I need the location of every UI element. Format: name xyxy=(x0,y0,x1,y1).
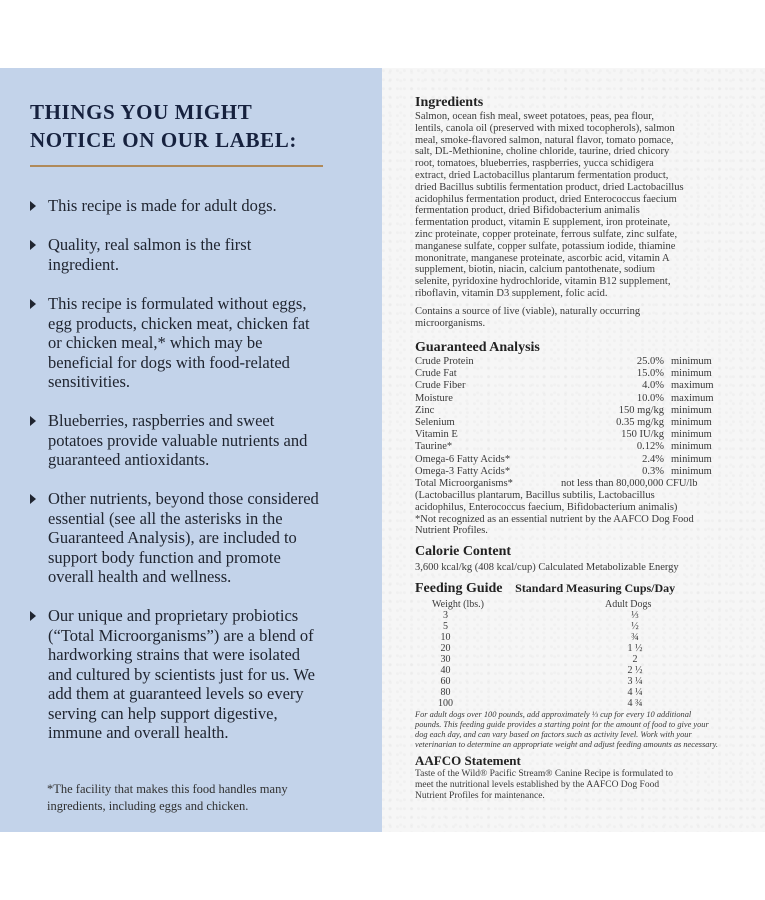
feeding-cups: 1 ½ xyxy=(627,643,643,654)
page-title xyxy=(30,98,297,154)
note-line: microorganisms. xyxy=(415,317,486,329)
bullet-text: add them at guaranteed levels so every xyxy=(48,684,304,703)
bullet-text: sensitivities. xyxy=(48,372,131,391)
ga-row xyxy=(415,417,720,429)
note-line: dog each day, and can vary based on factors such as activity level. Work with your xyxy=(415,730,692,739)
ga-row xyxy=(415,356,720,368)
note-line: (Lactobacillus plantarum, Bacillus subtilis, Lactobacillus xyxy=(415,490,655,501)
ga-qualifier: minimum xyxy=(671,417,712,428)
ingredients-line: fermentation product, dried Bifidobacterium animalis xyxy=(415,205,640,217)
bullet-text: support body function and promote xyxy=(48,547,281,567)
ga-notes xyxy=(415,490,745,537)
note-line: *Not recognized as an essential nutrient by the AAFCO Dog Food xyxy=(415,513,694,525)
ga-value: not less than 80,000,000 CFU/lb xyxy=(561,478,698,489)
ga-nutrient: Crude Fat xyxy=(415,368,457,380)
feeding-cups: ½ xyxy=(631,621,639,632)
ingredients-line: lentils, canola oil (preserved with mixed tocopherols), salmon xyxy=(415,122,675,134)
ga-nutrient: Crude Fiber xyxy=(415,380,466,392)
ingredients-line: root, tomatoes, blueberries, raspberries, yucca schidigera xyxy=(415,158,654,170)
bullet-text: Blueberries, raspberries and sweet xyxy=(48,411,275,430)
bullet-text: Guaranteed Analysis), are included to xyxy=(48,528,297,547)
bullet-text: serving can help support digestive, xyxy=(48,703,278,723)
bullet-text: egg products, chicken meat, chicken fat xyxy=(48,313,310,333)
aafco-line: meet the nutritional levels established by the AAFCO Dog Food xyxy=(415,780,660,790)
ingredients-line: selenite, pyridoxine hydrochloride, vitamin B12 supplement, xyxy=(415,276,671,288)
feeding-col-weight: Weight (lbs.) xyxy=(432,599,484,610)
feeding-cups: 2 ½ xyxy=(627,665,643,676)
ingredients-line: Salmon, ocean fish meal, sweet potatoes, peas, pea flour, xyxy=(415,111,654,122)
aafco-line: Nutrient Profiles for maintenance. xyxy=(415,791,545,801)
feeding-weight: 60 xyxy=(440,676,451,687)
section-heading: Guaranteed Analysis xyxy=(415,340,540,355)
feeding-col-adult: Adult Dogs xyxy=(605,599,652,610)
divider xyxy=(30,165,323,167)
triangle-bullet-icon xyxy=(30,240,36,250)
triangle-bullet-icon xyxy=(30,299,36,309)
ga-qualifier: minimum xyxy=(671,356,712,367)
title-line: NOTICE ON OUR LABEL: xyxy=(30,128,297,152)
feeding-weight: 5 xyxy=(443,621,448,632)
ga-value: 150 IU/kg xyxy=(621,429,664,441)
ga-qualifier: minimum xyxy=(671,465,712,477)
ga-value: 150 mg/kg xyxy=(618,404,664,416)
ga-row xyxy=(415,454,720,466)
ga-nutrient: Omega-3 Fatty Acids* xyxy=(415,465,511,477)
section-heading: AAFCO Statement xyxy=(415,753,521,768)
ga-qualifier: maximum xyxy=(671,392,714,404)
ingredients-line: manganese sulfate, copper sulfate, potassium iodide, thiamine xyxy=(415,240,676,252)
ga-qualifier: minimum xyxy=(671,453,712,465)
bullet-text: essential (see all the asterisks in the xyxy=(48,508,283,528)
ga-row xyxy=(415,441,720,453)
ga-value: 2.4% xyxy=(642,453,664,465)
ga-value: 10.0% xyxy=(636,392,664,404)
ingredients-line: fermentation product, vitamin E supplement, iron proteinate, xyxy=(415,217,671,229)
title-line: THINGS YOU MIGHT xyxy=(30,100,253,124)
probiotic-note xyxy=(415,306,745,330)
triangle-bullet-icon xyxy=(30,611,36,621)
ga-value: 4.0% xyxy=(642,380,664,392)
ga-nutrient: Taurine* xyxy=(415,441,453,453)
bullet-other-nutrients xyxy=(30,489,375,587)
bullet-text: ingredient. xyxy=(48,254,120,274)
ingredients-line: dried Bacillus subtilis fermentation product, dried Lactobacillus xyxy=(415,181,684,193)
feeding-subheading: Standard Measuring Cups/Day xyxy=(515,581,676,595)
ga-nutrient: Omega-6 Fatty Acids* xyxy=(415,453,511,465)
footnote xyxy=(47,781,367,815)
ingredients-line: acidophilus fermentation product, dried Enterococcus faecium xyxy=(415,193,677,205)
bullet-adult-dogs xyxy=(30,196,375,216)
feeding-weight: 80 xyxy=(440,687,451,698)
bullet-text: or chicken meal,* which may be xyxy=(48,333,263,352)
ga-nutrient: Total Microorganisms* xyxy=(415,478,513,489)
aafco-section xyxy=(415,754,745,802)
ga-nutrient: Moisture xyxy=(415,392,453,404)
ga-row-microorganisms xyxy=(415,478,735,490)
calorie-text: 3,600 kcal/kg (408 kcal/cup) Calculated Metabolizable Energy xyxy=(415,562,679,573)
ingredients-heading: Ingredients xyxy=(415,95,484,110)
ingredients-line: supplement, biotin, niacin, calcium pantothenate, sodium xyxy=(415,264,655,276)
bullet-text: This recipe is formulated without eggs, xyxy=(48,294,307,313)
triangle-bullet-icon xyxy=(30,201,36,211)
ga-row xyxy=(415,380,720,392)
bullet-text: This recipe is made for adult dogs. xyxy=(48,196,277,215)
ga-value: 0.12% xyxy=(636,441,664,453)
bullet-no-eggs xyxy=(30,294,375,392)
bullet-text: and cultured by scientists just for us. We xyxy=(48,664,315,684)
ingredients-line: salt, DL-Methionine, choline chloride, taurine, dried chicory xyxy=(415,146,670,158)
note-line: For adult dogs over 100 pounds, add approximately ⅓ cup for every 10 additional xyxy=(415,710,692,719)
triangle-bullet-icon xyxy=(30,494,36,504)
ingredients-line: extract, dried Lactobacillus plantarum fermentation product, xyxy=(415,169,669,181)
feeding-guide-header xyxy=(415,582,755,596)
ga-qualifier: minimum xyxy=(671,429,712,441)
feeding-weight: 100 xyxy=(438,698,453,709)
feeding-cups: 2 xyxy=(632,654,638,665)
ga-nutrient: Vitamin E xyxy=(415,429,458,441)
bullet-text: Other nutrients, beyond those considered xyxy=(48,489,319,508)
section-heading: Feeding Guide xyxy=(415,581,503,596)
guaranteed-analysis-heading xyxy=(415,341,745,355)
bullet-salmon xyxy=(30,235,375,274)
ga-value: 25.0% xyxy=(636,356,664,367)
feeding-cups: ⅓ xyxy=(631,610,639,621)
feeding-cups: 4 ¼ xyxy=(627,687,643,698)
ingredients-line: meal, smoke-flavored salmon, natural flavor, tomato pomace, xyxy=(415,134,674,146)
note-line: Nutrient Profiles. xyxy=(415,525,488,537)
ga-value: 15.0% xyxy=(636,368,664,380)
bullet-text: hardworking strains that were isolated xyxy=(48,645,301,664)
bullet-text: overall health and wellness. xyxy=(48,567,232,586)
ga-row xyxy=(415,368,720,380)
ingredients-line: mononitrate, manganese proteinate, ascorbic acid, vitamin A xyxy=(415,252,670,264)
bullet-antioxidants xyxy=(30,411,375,470)
ga-qualifier: minimum xyxy=(671,441,712,453)
bullet-probiotics xyxy=(30,606,375,743)
ga-qualifier: maximum xyxy=(671,380,714,392)
note-line: veterinarian to determine an appropriate weight and adjust feeding amounts as necessary. xyxy=(415,740,719,749)
ingredients-line: zinc proteinate, copper proteinate, ferrous sulfate, zinc sulfate, xyxy=(415,228,678,240)
ga-nutrient: Crude Protein xyxy=(415,356,474,367)
feeding-note xyxy=(415,710,740,750)
ga-nutrient: Zinc xyxy=(415,404,435,416)
ingredients-section xyxy=(415,96,745,329)
ingredients-line: riboflavin, vitamin D3 supplement, folic acid. xyxy=(415,287,608,299)
feeding-weight: 20 xyxy=(440,643,451,654)
ga-value: 0.35 mg/kg xyxy=(616,417,664,428)
ga-value: 0.3% xyxy=(642,465,664,477)
bullet-text: Our unique and proprietary probiotics xyxy=(48,606,299,625)
ga-row xyxy=(415,429,720,441)
bullet-text: potatoes provide valuable nutrients and xyxy=(48,430,308,450)
note-line: Contains a source of live (viable), naturally occurring xyxy=(415,305,641,317)
ga-row xyxy=(415,393,720,405)
ga-nutrient: Selenium xyxy=(415,417,455,428)
ga-qualifier: minimum xyxy=(671,404,712,416)
bullet-text: beneficial for dogs with food-related xyxy=(48,352,290,372)
bullet-text: immune and overall health. xyxy=(48,723,229,742)
ingredients-list xyxy=(415,111,745,300)
feeding-cups: 3 ¼ xyxy=(627,676,643,687)
bullet-text: (“Total Microorganisms”) are a blend of xyxy=(48,625,314,645)
ga-row xyxy=(415,405,720,417)
bullet-text: Quality, real salmon is the first xyxy=(48,235,252,254)
ga-qualifier: minimum xyxy=(671,368,712,380)
note-line: acidophilus, Enterococcus faecium, Bifidobacterium animalis) xyxy=(415,501,678,513)
feeding-cups: 4 ¾ xyxy=(627,698,643,709)
footnote-line: *The facility that makes this food handles many xyxy=(47,782,288,796)
feeding-cups: ¾ xyxy=(631,632,639,643)
aafco-line: Taste of the Wild® Pacific Stream® Canine Recipe is formulated to xyxy=(415,769,674,779)
footnote-line: ingredients, including eggs and chicken. xyxy=(47,799,249,813)
section-heading: Calorie Content xyxy=(415,544,512,559)
ga-row xyxy=(415,466,720,478)
note-line: pounds. This feeding guide provides a starting point for the amount of food to give your xyxy=(415,720,709,729)
feeding-weight: 40 xyxy=(440,665,451,676)
feeding-weight: 30 xyxy=(440,654,451,665)
feeding-weight: 3 xyxy=(443,610,448,621)
bullet-text: guaranteed antioxidants. xyxy=(48,450,210,469)
triangle-bullet-icon xyxy=(30,416,36,426)
calorie-section xyxy=(415,545,745,574)
feeding-weight: 10 xyxy=(440,632,451,643)
